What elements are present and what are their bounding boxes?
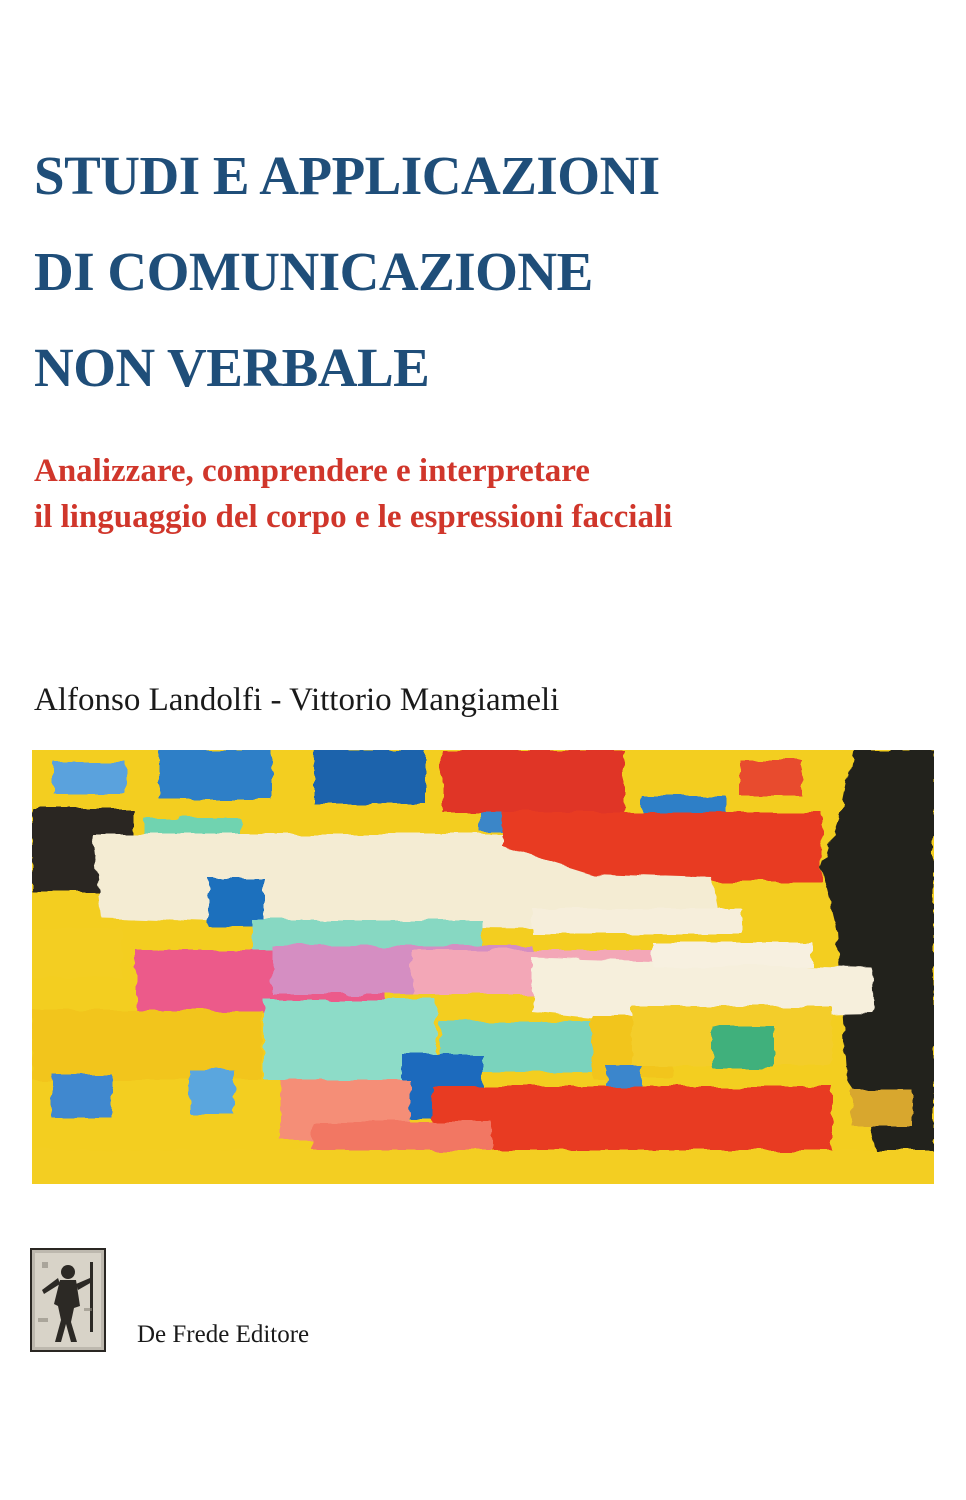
book-title-line-3: NON VERBALE xyxy=(34,337,430,398)
book-subtitle-line-1: Analizzare, comprendere e interpretare xyxy=(34,453,590,489)
book-authors: Alfonso Landolfi - Vittorio Mangiameli xyxy=(34,682,560,718)
book-title xyxy=(34,128,660,416)
cover-painting xyxy=(32,750,934,1184)
book-title-line-2: DI COMUNICAZIONE xyxy=(34,241,593,302)
publisher-name: De Frede Editore xyxy=(137,1321,310,1348)
figure-relief-icon xyxy=(30,1248,106,1352)
book-subtitle xyxy=(34,448,672,540)
book-subtitle-line-2: il linguaggio del corpo e le espressioni facciali xyxy=(34,499,673,535)
book-title-line-1: STUDI E APPLICAZIONI xyxy=(34,145,660,206)
